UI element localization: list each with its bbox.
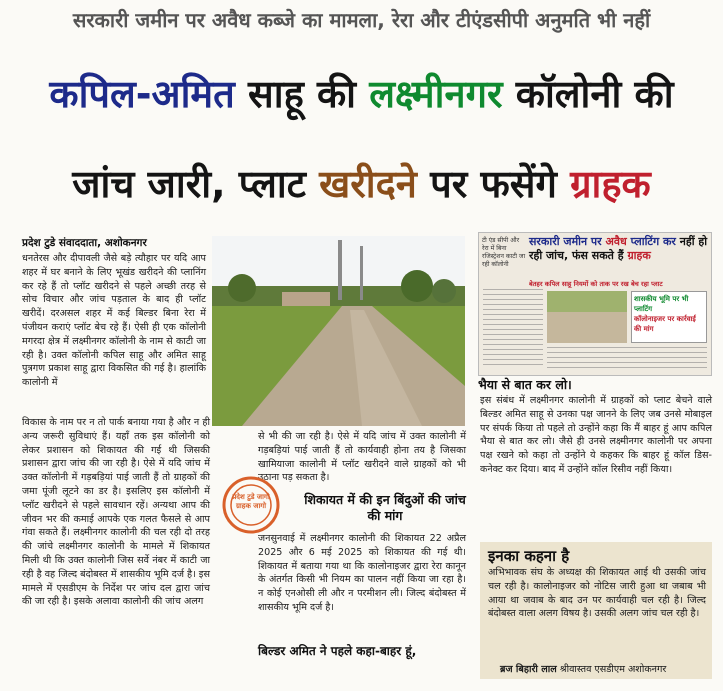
paragraph: जनसुनवाई में लक्ष्मीनगर कालोनी की शिकायत 22 अप्रैल 2025 और 6 मई 2025 को शिकायत की गई थी। शिकायत में बताया गया था कि कालोनाइजर द्वारा रेरा कानून के अंतर्गत किसी भी नियम का पालन नहीं किया जा रहा है। न कोई एनओसी ली और न परमीशन ली। जिल्द बंदोबस्त में शासकीय भूमि दर्ज है। xyxy=(258,533,466,613)
headline-line-1 xyxy=(0,72,723,116)
headline-part: कॉलोनी की xyxy=(502,72,674,116)
inset-title xyxy=(529,235,709,263)
colony-road-photo xyxy=(212,236,465,426)
quote-author xyxy=(500,662,666,675)
inset-title-part: अवैध xyxy=(605,235,627,248)
quote-title: इनका कहना है xyxy=(488,547,570,565)
subheading-complaint-points: शिकायत में की इन बिंदुओं की जांच की मांग xyxy=(304,492,466,523)
stamp-text: प्रदेश टुडे जागो ग्राहक जागो xyxy=(232,493,270,510)
headline-line-2 xyxy=(0,162,723,206)
headline-part: लक्ष्मीनगर xyxy=(369,72,503,116)
kicker: सरकारी जमीन पर अवैध कब्जे का मामला, रेरा और टीएंडसीपी अनुमति भी नहीं xyxy=(72,8,651,32)
inset-side-note: टी एंड सीपी और रेरा में बिना रजिस्ट्रेशन काटी जा रही कॉलोनी xyxy=(482,237,526,268)
inset-caption: भैया से बात कर लो। xyxy=(478,377,572,392)
subheading-builder-response: बिल्डर अमित ने पहले कहा-बाहर हूं, xyxy=(258,644,417,658)
inset-title-part: प्लाटिंग कर xyxy=(630,235,676,248)
paragraph: धनतेरस और दीपावली जैसे बड़े त्यौहार पर यदि आप शहर में घर बनाने के लिए भूखंड खरीदने की प्लानिंग कर रहे हैं तो प्लॉट खरीदने से पहले अच्छी तरह से सोच विचार और जांच पड़ताल के बाद ही प्लॉट खरीदें। दरअसल शहर में कई बिल्डर बिना रेरा में पंजीयन कराएं प्लॉट बेच रहे हैं। ऐसी ही एक कॉलोनी मगरदा क्षेत्र में लक्ष्मीनगर कॉलोनी के नाम से काटी जा रही है। उक्त कॉलोनी कपिल साहू और अमित साहू पुत्रगण प्रकाश साहू द्वारा विकसित की गई है। हालांकि कालोनी में xyxy=(22,253,206,389)
headline-part: पर फसेंगे xyxy=(416,162,571,206)
inset-box-line: कॉलोनाइजर पर कार्रवाई की मांग xyxy=(634,315,696,333)
paragraph: अभिभावक संघ के अध्यक्ष की शिकायत आई थी उसकी जांच चल रही है। कालोनाइजर को नोटिस जारी हुआ था जबाब भी आया था जवाब के बाद उन पर कार्यवाही चल रही है। जिल्द बंदोबस्त वाला अलग विषय है। उसकी अलग जांच चल रही है। xyxy=(488,567,706,620)
inset-text-lines xyxy=(483,289,543,369)
article-column-2-top xyxy=(258,430,466,485)
byline: प्रदेश टुडे संवाददाता, अशोकनगर xyxy=(22,237,147,249)
inset-photo xyxy=(547,291,627,343)
inset-title-part: नहीं हो रही जांच, फंस सकते हैं xyxy=(529,235,708,262)
paragraph: से भी की जा रही है। ऐसे में यदि जांच में उक्त कालोनी में गड़बड़ियां पाई जाती हैं तो कार्यवाही होना तय है जिसका खामियाजा कालोनी में प्लॉट खरीदने वाले ग्राहकों को भी उठाना पड़ सकता है। xyxy=(258,431,466,484)
article-column-2-body xyxy=(258,532,466,615)
previous-article-clipping xyxy=(478,232,712,376)
inset-title-part: सरकारी जमीन पर xyxy=(529,235,602,248)
article-column-1-wide xyxy=(22,416,210,609)
headline-part: जांच जारी, प्लाट xyxy=(72,162,320,206)
quote-author-name: ब्रज बिहारी लाल xyxy=(500,664,557,675)
paragraph: विकास के नाम पर न तो पार्क बनाया गया है और न ही अन्य जरूरी सुविधाएं हैं। यहाँ तक इस कॉलोनी को लेकर प्रशासन को शिकायत की गई थी जिसकी प्रशासन द्वारा जांच की जा रही है। ऐसे में यदि जांच में उक्त कॉलोनी में गड़बड़ियां पाई जाती हैं तो ग्राहकों की जमा पूंजी लूटने का डर है। इसलिए इस कॉलोनी में प्लॉट खरीदने से पहले सावधान रहें। अन्यथा आप की जीवन भर की कमाई आपके एक गलत फैसले से आप गंवा सकते हैं। लक्ष्मीनगर कालोनी की चल रही दो तरह की जांचे लक्ष्मीनगर कालोनी के मामले में शिकायत मिली थी कि उक्त कालोनी जिस सर्वे नंबर में काटी जा रही है वह जिल्द बंदोबस्त में शासकीय भूमि दर्ज है। इस मामले में एसडीएम के निर्देश पर जांच दल द्वारा जांच की जा रही है। इसके अलावा कालोनी की जांच अलग xyxy=(22,417,210,608)
road-photo-image xyxy=(212,236,465,426)
headline-part: ग्राहक xyxy=(570,162,651,206)
jago-grahak-stamp xyxy=(222,476,280,534)
inset-box-line: शासकीय भूमि पर भी प्लाटिंग xyxy=(634,295,689,313)
quote-author-role: श्रीवास्तव एसडीएम अशोकनगर xyxy=(559,664,667,675)
inset-text-lines xyxy=(547,347,707,371)
headline-part: साहू की xyxy=(234,72,370,116)
inset-strip: बेतहर कपिल साहू नियमों को ताक पर रख बेच रहा प्लाट xyxy=(529,280,663,288)
article-column-1-top xyxy=(22,252,206,390)
article-column-3-body xyxy=(480,394,712,477)
paragraph: इस संबंध में लक्ष्मीनगर कालोनी में ग्राहकों को प्लाट बेचने वाले बिल्डर अमित साहू से उनका पक्ष जानने के लिए जब उनसे मोबाइल पर संपर्क किया तो पहले तो उन्होंने कहा कि मैं बाहर हूं आप कपिल भैया से बात कर लो। जैसे ही उनसे लक्ष्मीनगर कालोनी पर अपना पक्ष रखने को कहा तो उन्होंने ये कहकर कि बाहर हूं कॉल डिस-कनेक्ट कर दिया। बाद में उन्होंने कॉल रिसीव नहीं किया। xyxy=(480,395,712,475)
headline-part: खरीदने xyxy=(319,162,417,206)
inset-box xyxy=(631,291,707,343)
headline-part: कपिल-अमित xyxy=(49,72,235,116)
quote-body xyxy=(488,566,706,621)
inset-title-part: ग्राहक xyxy=(627,249,651,262)
